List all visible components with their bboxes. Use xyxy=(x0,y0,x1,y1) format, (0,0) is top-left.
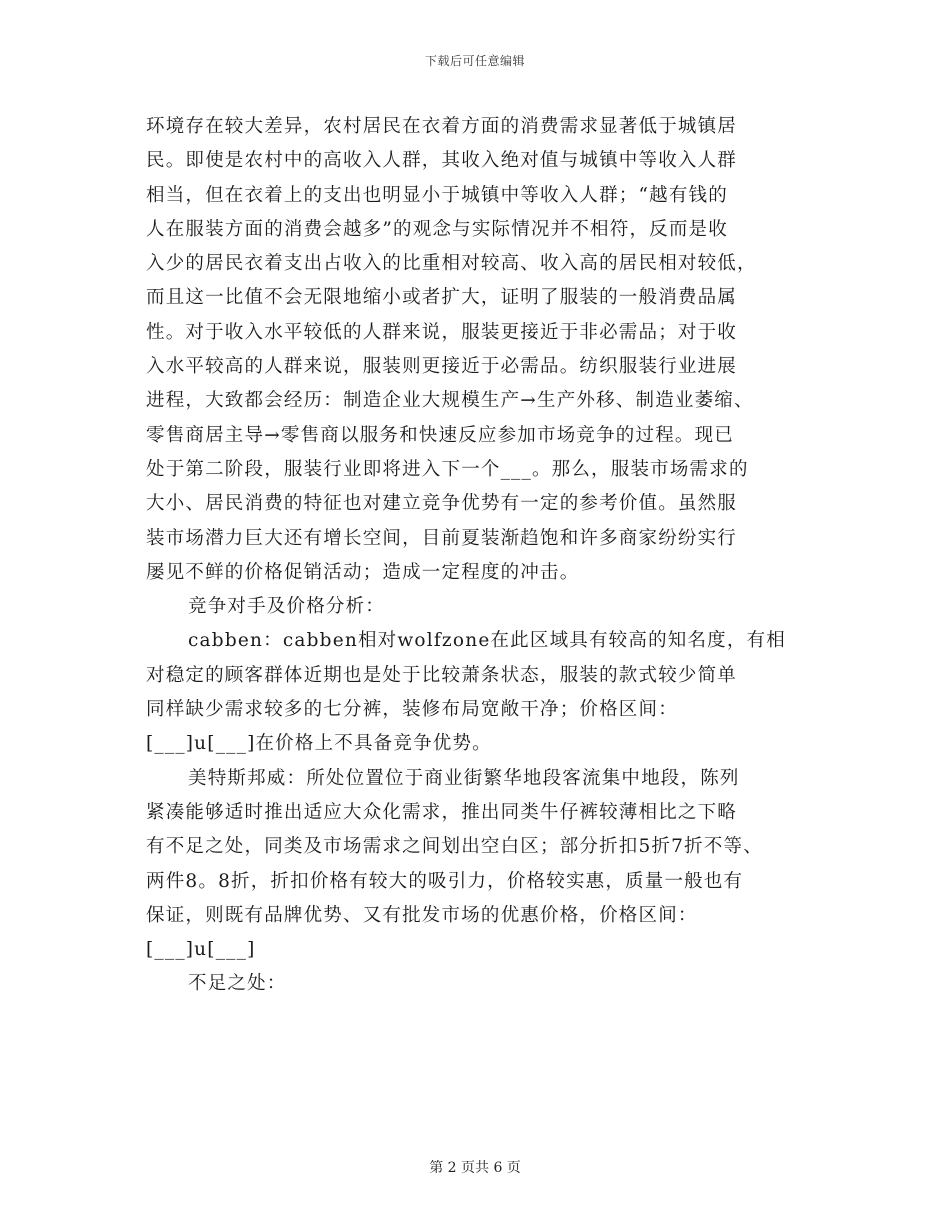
text-line: 紧凑能够适时推出适应大众化需求，推出同类牛仔裤较薄相比之下略 xyxy=(146,801,738,823)
text-line: 入少的居民衣着支出占收入的比重相对较高、收入高的居民相对较低， xyxy=(146,253,757,275)
text-line: 民。即使是农村中的高收入人群，其收入绝对值与城镇中等收入人群 xyxy=(146,150,738,172)
text-line: 有不足之处，同类及市场需求之间划出空白区；部分折扣5折7折不等、 xyxy=(146,836,763,858)
header-note: 下载后可任意编辑 xyxy=(424,54,525,68)
text-line: 处于第二阶段，服装行业即将进入下一个___。那么，服装市场需求的 xyxy=(146,458,749,480)
text-line: 入水平较高的人群来说，服装则更接近于必需品。纺织服装行业进展 xyxy=(146,356,738,378)
text-line: 两件8。8折，折扣价格有较大的吸引力，价格较实惠，质量一般也有 xyxy=(146,870,744,892)
text-line: 不足之处： xyxy=(188,973,287,995)
text-line: 对稳定的顾客群体近期也是处于比较萧条状态，服装的款式较少简单 xyxy=(146,664,738,686)
text-line: 环境存在较大差异，农村居民在衣着方面的消费需求显著低于城镇居 xyxy=(146,116,738,137)
text-line: 进程，大致都会经历：制造企业大规模生产→生产外移、制造业萎缩、 xyxy=(146,390,754,412)
text-line: 大小、居民消费的特征也对建立竞争优势有一定的参考价值。虽然服 xyxy=(146,493,738,515)
text-line: 美特斯邦威：所处位置位于商业街繁华地段客流集中地段，陈列 xyxy=(188,767,740,789)
text-line: 性。对于收入水平较低的人群来说，服装更接近于非必需品；对于收 xyxy=(146,321,738,343)
text-line: 保证，则既有品牌优势、又有批发市场的优惠价格，价格区间： xyxy=(146,904,698,926)
text-line: 而且这一比值不会无限地缩小或者扩大，证明了服装的一般消费品属 xyxy=(146,287,738,309)
document-body xyxy=(146,110,826,1002)
page-number: 第 2 页共 6 页 xyxy=(429,1160,521,1176)
text-line: [___]u[___] xyxy=(146,939,256,961)
section-heading: 竞争对手及价格分析： xyxy=(188,596,386,618)
text-line: 人在服装方面的消费会越多”的观念与实际情况并不相符，反而是收 xyxy=(146,218,728,240)
text-line: 屡见不鲜的价格促销活动；造成一定程度的冲击。 xyxy=(146,561,580,583)
text-line: 同样缺少需求较多的七分裤，装修布局宽敞干净；价格区间： xyxy=(146,699,678,721)
text-line: 相当，但在衣着上的支出也明显小于城镇中等收入人群；“越有钱的 xyxy=(146,184,728,206)
text-line: [___]u[___]在价格上不具备竞争优势。 xyxy=(146,733,492,755)
text-line: cabben：cabben相对wolfzone在此区域具有较高的知名度，有相 xyxy=(188,630,786,652)
text-line: 装市场潜力巨大还有增长空间，目前夏装渐趋饱和许多商家纷纷实行 xyxy=(146,527,738,549)
text-line: 零售商居主导→零售商以服务和快速反应参加市场竞争的过程。现已 xyxy=(146,424,735,446)
